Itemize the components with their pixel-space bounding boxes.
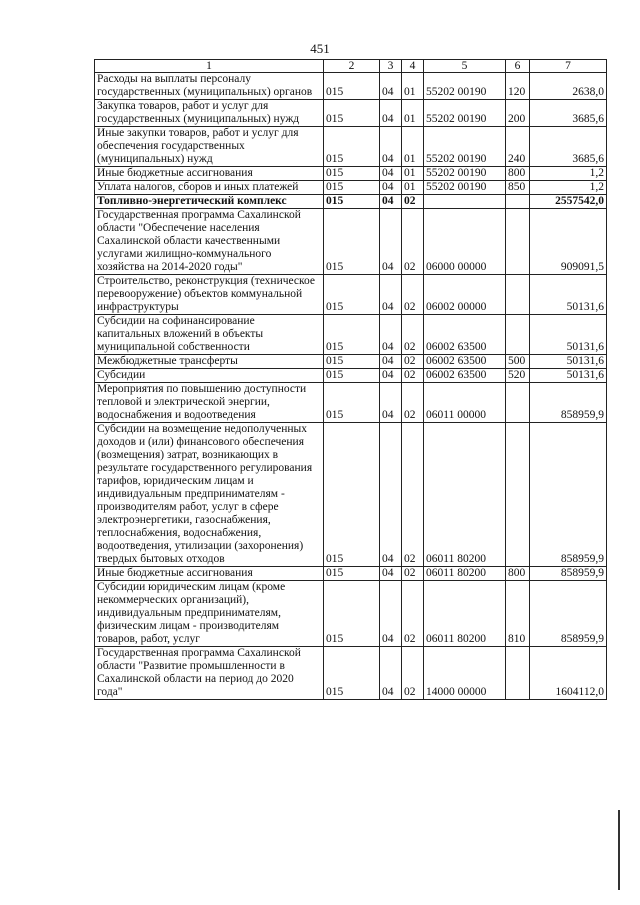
row-code: 015 xyxy=(324,127,380,167)
row-code: 01 xyxy=(402,167,424,181)
row-code: 02 xyxy=(402,383,424,423)
row-amount: 1,2 xyxy=(530,181,607,195)
row-code: 02 xyxy=(402,195,424,209)
row-code: 015 xyxy=(324,581,380,647)
row-code: 015 xyxy=(324,73,380,100)
table-row xyxy=(95,275,607,315)
row-code: 850 xyxy=(506,181,530,195)
row-code xyxy=(506,275,530,315)
row-name: Уплата налогов, сборов и иных платежей xyxy=(95,181,324,195)
table-row xyxy=(95,209,607,275)
row-code: 04 xyxy=(380,581,402,647)
row-code: 06000 00000 xyxy=(424,209,506,275)
row-code: 02 xyxy=(402,315,424,355)
table-row xyxy=(95,423,607,567)
row-code: 01 xyxy=(402,127,424,167)
page-number: 451 xyxy=(310,41,330,56)
row-amount: 858959,9 xyxy=(530,383,607,423)
row-code: 55202 00190 xyxy=(424,167,506,181)
column-header: 3 xyxy=(380,60,402,73)
row-code xyxy=(506,195,530,209)
row-code: 015 xyxy=(324,209,380,275)
row-amount: 2638,0 xyxy=(530,73,607,100)
row-name: Иные бюджетные ассигнования xyxy=(95,567,324,581)
table-row xyxy=(95,100,607,127)
row-code: 01 xyxy=(402,181,424,195)
table-row xyxy=(95,369,607,383)
row-name: Топливно-энергетический комплекс xyxy=(95,195,324,209)
row-code: 015 xyxy=(324,567,380,581)
row-code: 02 xyxy=(402,647,424,700)
column-header: 4 xyxy=(402,60,424,73)
table-row xyxy=(95,167,607,181)
column-header: 1 xyxy=(95,60,324,73)
row-code: 04 xyxy=(380,181,402,195)
row-code: 500 xyxy=(506,355,530,369)
column-header: 6 xyxy=(506,60,530,73)
row-code: 06002 63500 xyxy=(424,369,506,383)
row-code: 04 xyxy=(380,209,402,275)
row-code: 55202 00190 xyxy=(424,181,506,195)
row-code xyxy=(506,209,530,275)
row-code: 06011 80200 xyxy=(424,581,506,647)
row-code: 015 xyxy=(324,195,380,209)
row-code: 04 xyxy=(380,275,402,315)
row-code: 01 xyxy=(402,100,424,127)
row-code: 520 xyxy=(506,369,530,383)
row-name: Субсидии на софинансирование капитальных вложений в объекты муниципальной собственности xyxy=(95,315,324,355)
row-amount: 909091,5 xyxy=(530,209,607,275)
row-amount: 3685,6 xyxy=(530,100,607,127)
row-amount: 50131,6 xyxy=(530,275,607,315)
row-code: 015 xyxy=(324,100,380,127)
table-row xyxy=(95,73,607,100)
row-name: Межбюджетные трансферты xyxy=(95,355,324,369)
row-code: 240 xyxy=(506,127,530,167)
row-code: 120 xyxy=(506,73,530,100)
row-code: 06002 63500 xyxy=(424,355,506,369)
table-row xyxy=(95,355,607,369)
row-name: Закупка товаров, работ и услуг для государственных (муниципальных) нужд xyxy=(95,100,324,127)
row-code: 04 xyxy=(380,167,402,181)
row-amount: 858959,9 xyxy=(530,567,607,581)
row-name: Иные бюджетные ассигнования xyxy=(95,167,324,181)
row-code xyxy=(506,647,530,700)
table-row xyxy=(95,581,607,647)
row-code: 04 xyxy=(380,100,402,127)
budget-table xyxy=(94,59,607,700)
column-header: 7 xyxy=(530,60,607,73)
row-code: 04 xyxy=(380,73,402,100)
row-code: 800 xyxy=(506,167,530,181)
row-code: 04 xyxy=(380,355,402,369)
row-amount: 2557542,0 xyxy=(530,195,607,209)
row-amount: 858959,9 xyxy=(530,581,607,647)
row-amount: 50131,6 xyxy=(530,355,607,369)
row-name: Мероприятия по повышению доступности тепловой и электрической энергии, водоснабжения и водоотведения xyxy=(95,383,324,423)
row-name: Субсидии юридическим лицам (кроме некоммерческих организаций), индивидуальным предпринимателям, физическим лицам - производителям товаров, работ, услуг xyxy=(95,581,324,647)
row-code: 06011 00000 xyxy=(424,383,506,423)
row-code: 02 xyxy=(402,275,424,315)
table-row xyxy=(95,383,607,423)
row-amount: 858959,9 xyxy=(530,423,607,567)
row-code: 04 xyxy=(380,369,402,383)
row-code: 015 xyxy=(324,383,380,423)
row-name: Государственная программа Сахалинской области "Обеспечение населения Сахалинской области качественными услугами жилищно-коммунального хозяйства на 2014-2020 годы" xyxy=(95,209,324,275)
row-code: 06002 63500 xyxy=(424,315,506,355)
row-code: 01 xyxy=(402,73,424,100)
row-code: 04 xyxy=(380,383,402,423)
row-code: 02 xyxy=(402,369,424,383)
row-code: 02 xyxy=(402,581,424,647)
row-code: 55202 00190 xyxy=(424,73,506,100)
table-row xyxy=(95,567,607,581)
row-code: 800 xyxy=(506,567,530,581)
row-code: 015 xyxy=(324,315,380,355)
row-code: 55202 00190 xyxy=(424,100,506,127)
table-body xyxy=(95,60,607,700)
row-code: 02 xyxy=(402,423,424,567)
table-header-row xyxy=(95,60,607,73)
column-header: 2 xyxy=(324,60,380,73)
scan-edge-mark xyxy=(618,810,620,890)
table-row xyxy=(95,647,607,700)
row-code: 04 xyxy=(380,127,402,167)
row-name: Субсидии xyxy=(95,369,324,383)
row-amount: 50131,6 xyxy=(530,315,607,355)
row-code: 04 xyxy=(380,195,402,209)
row-code: 015 xyxy=(324,369,380,383)
row-code: 04 xyxy=(380,647,402,700)
row-code: 06002 00000 xyxy=(424,275,506,315)
row-code: 04 xyxy=(380,423,402,567)
row-code: 810 xyxy=(506,581,530,647)
table-row xyxy=(95,181,607,195)
column-header: 5 xyxy=(424,60,506,73)
row-code: 06011 80200 xyxy=(424,423,506,567)
row-code: 14000 00000 xyxy=(424,647,506,700)
table-row xyxy=(95,127,607,167)
row-code: 015 xyxy=(324,423,380,567)
row-code xyxy=(506,383,530,423)
row-name: Строительство, реконструкция (техническое перевооружение) объектов коммунальной инфраструктуры xyxy=(95,275,324,315)
row-code xyxy=(506,423,530,567)
row-code: 02 xyxy=(402,209,424,275)
table-row xyxy=(95,315,607,355)
row-code: 015 xyxy=(324,355,380,369)
row-code: 200 xyxy=(506,100,530,127)
row-name: Расходы на выплаты персоналу государственных (муниципальных) органов xyxy=(95,73,324,100)
row-code: 02 xyxy=(402,567,424,581)
row-amount: 3685,6 xyxy=(530,127,607,167)
row-code: 015 xyxy=(324,275,380,315)
row-code: 04 xyxy=(380,315,402,355)
row-name: Иные закупки товаров, работ и услуг для обеспечения государственных (муниципальных) нужд xyxy=(95,127,324,167)
row-amount: 1604112,0 xyxy=(530,647,607,700)
table-row xyxy=(95,195,607,209)
row-code: 04 xyxy=(380,567,402,581)
row-name: Субсидии на возмещение недополученных доходов и (или) финансового обеспечения (возмещения) затрат, возникающих в результате государственного регулирования тарифов, юридическим лицам и индивидуальным предпринимателям - производителям работ, услуг в сфере электроэнергетики, газоснабжения, теплоснабжения, водоснабжения, водоотведения, утилизации (захоронения) твердых бытовых отходов xyxy=(95,423,324,567)
row-amount: 1,2 xyxy=(530,167,607,181)
row-name: Государственная программа Сахалинской области "Развитие промышленности в Сахалинской области на период до 2020 года" xyxy=(95,647,324,700)
row-code: 015 xyxy=(324,647,380,700)
row-code: 02 xyxy=(402,355,424,369)
row-amount: 50131,6 xyxy=(530,369,607,383)
row-code xyxy=(506,315,530,355)
row-code: 015 xyxy=(324,167,380,181)
row-code: 015 xyxy=(324,181,380,195)
row-code xyxy=(424,195,506,209)
row-code: 06011 80200 xyxy=(424,567,506,581)
row-code: 55202 00190 xyxy=(424,127,506,167)
